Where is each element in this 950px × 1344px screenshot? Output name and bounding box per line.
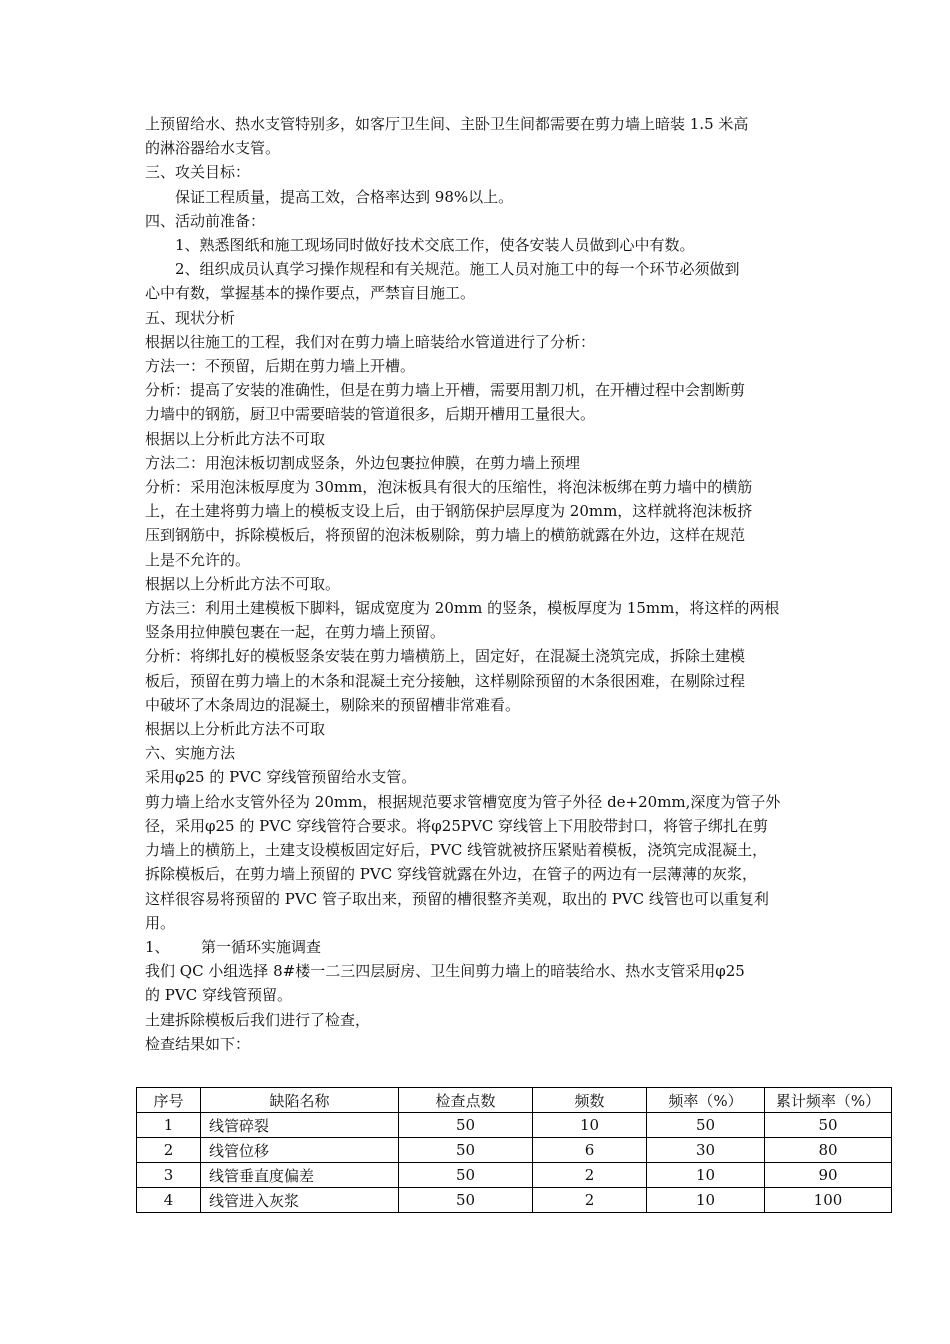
cell-defect-name: 线管位移 [201, 1138, 399, 1163]
cell-frequency: 10 [533, 1113, 647, 1138]
paragraph-line: 保证工程质量，提高工效，合格率达到 98%以上。 [175, 187, 514, 206]
paragraph-line: 上是不允许的。 [145, 550, 251, 569]
paragraph-line: 竖条用拉伸膜包裹在一起，在剪力墙上预留。 [145, 623, 446, 642]
survey-paragraph-list [145, 959, 825, 1056]
cell-defect-name: 线管垂直度偏差 [201, 1163, 399, 1188]
cell-frequency: 6 [533, 1138, 647, 1163]
paragraph-line: 五、现状分析 [145, 308, 236, 327]
paragraph-line: 检查结果如下： [145, 1034, 251, 1053]
table-row [137, 1163, 892, 1188]
inspection-results-table [136, 1087, 892, 1213]
paragraph-line: 分析：采用泡沫板厚度为 30mm，泡沫板具有很大的压缩性，将泡沫板绑在剪力墙中的横筋 [145, 478, 753, 497]
cell-check-points: 50 [399, 1138, 533, 1163]
cell-frequency: 2 [533, 1163, 647, 1188]
paragraph-line: 六、实施方法 [145, 744, 236, 763]
paragraph-line: 径，采用φ25 的 PVC 穿线管符合要求。将φ25PVC 穿线管上下用胶带封口，将管子绑扎在剪 [145, 816, 769, 835]
cell-check-points: 50 [399, 1188, 533, 1213]
paragraph-line: 2、组织成员认真学习操作规程和有关规范。施工人员对施工中的每一个环节必须做到 [175, 260, 740, 279]
cell-check-points: 50 [399, 1163, 533, 1188]
cell-cumulative-rate: 80 [765, 1138, 892, 1163]
paragraph-line: 方法二：用泡沫板切割成竖条，外边包裹拉伸膜，在剪力墙上预埋 [145, 453, 581, 472]
paragraph-line: 分析：将绑扎好的模板竖条安装在剪力墙横筋上，固定好，在混凝土浇筑完成，拆除土建模 [145, 647, 746, 666]
paragraph-line: 四、活动前准备： [145, 211, 266, 230]
header-seq: 序号 [137, 1088, 201, 1113]
cycle-title: 第一循环实施调查 [201, 937, 322, 956]
paragraph-line: 土建拆除模板后我们进行了检查， [145, 1010, 371, 1029]
paragraph-line: 方法三：利用土建模板下脚料，锯成宽度为 20mm 的竖条，模板厚度为 15mm，将这样的两根 [145, 599, 780, 618]
paragraph-line: 根据以往施工的工程，我们对在剪力墙上暗装给水管道进行了分析： [145, 332, 596, 351]
cell-rate: 10 [647, 1188, 765, 1213]
paragraph-line: 压到钢筋中，拆除模板后，将预留的泡沫板剔除，剪力墙上的横筋就露在外边，这样在规范 [145, 526, 746, 545]
paragraph-line: 三、攻关目标： [145, 163, 251, 182]
paragraph-line: 分析：提高了安装的准确性，但是在剪力墙上开槽，需要用割刀机，在开槽过程中会割断剪 [145, 381, 746, 400]
cell-check-points: 50 [399, 1113, 533, 1138]
cell-frequency: 2 [533, 1188, 647, 1213]
paragraph-line: 心中有数，掌握基本的操作要点，严禁盲目施工。 [145, 284, 476, 303]
paragraph-line: 上，在土建将剪力墙上的模板支设上后，由于钢筋保护层厚度为 20mm，这样就将泡沫板挤 [145, 502, 753, 521]
header-check-points: 检查点数 [399, 1088, 533, 1113]
cycle-heading [145, 935, 825, 959]
header-defect-name: 缺陷名称 [201, 1088, 399, 1113]
paragraph-line: 力墙上的横筋上，土建支设模板固定好后，PVC 线管就被挤压紧贴着模板，浇筑完成混凝土， [145, 841, 768, 860]
table-row [137, 1138, 892, 1163]
paragraph-line: 这样很容易将预留的 PVC 管子取出来，预留的槽很整齐美观，取出的 PVC 线管也可以重复利 [145, 889, 769, 908]
paragraph-line: 拆除模板后，在剪力墙上预留的 PVC 穿线管就露在外边，在管子的两边有一层薄薄的灰浆， [145, 865, 757, 884]
paragraph-line: 力墙中的钢筋，厨卫中需要暗装的管道很多，后期开槽用工量很大。 [145, 405, 596, 424]
paragraph-line: 采用φ25 的 PVC 穿线管预留给水支管。 [145, 768, 417, 787]
table-row [137, 1113, 892, 1138]
cell-seq: 3 [137, 1163, 201, 1188]
cell-cumulative-rate: 50 [765, 1113, 892, 1138]
paragraph-line: 板后，预留在剪力墙上的木条和混凝土充分接触，这样剔除预留的木条很困难，在剔除过程 [145, 671, 746, 690]
cell-seq: 2 [137, 1138, 201, 1163]
cell-rate: 10 [647, 1163, 765, 1188]
paragraph-list [145, 112, 825, 935]
paragraph-line: 上预留给水、热水支管特别多，如客厅卫生间、主卧卫生间都需要在剪力墙上暗装 1.5 米高 [145, 115, 749, 133]
cell-rate: 30 [647, 1138, 765, 1163]
paragraph-line: 我们 QC 小组选择 8#楼一二三四层厨房、卫生间剪力墙上的暗装给水、热水支管采用φ25 [145, 962, 745, 981]
paragraph-line: 根据以上分析此方法不可取 [145, 429, 326, 448]
paragraph-line: 剪力墙上给水支管外径为 20mm，根据规范要求管槽宽度为管子外径 de+20mm,深度为管子外 [145, 792, 781, 811]
cell-rate: 50 [647, 1113, 765, 1138]
document-body [145, 112, 825, 1056]
table-row [137, 1188, 892, 1213]
cell-seq: 1 [137, 1113, 201, 1138]
cycle-number: 1、 [145, 937, 170, 956]
header-rate: 频率（%） [647, 1088, 765, 1113]
paragraph-line: 根据以上分析此方法不可取。 [145, 574, 341, 593]
header-cumulative-rate: 累计频率（%） [765, 1088, 892, 1113]
header-frequency: 频数 [533, 1088, 647, 1113]
cell-defect-name: 线管进入灰浆 [201, 1188, 399, 1213]
paragraph-line: 方法一：不预留，后期在剪力墙上开槽。 [145, 357, 416, 376]
cell-cumulative-rate: 100 [765, 1188, 892, 1213]
cell-defect-name: 线管碎裂 [201, 1113, 399, 1138]
paragraph-line: 根据以上分析此方法不可取 [145, 720, 326, 739]
paragraph-line: 的 PVC 穿线管预留。 [145, 986, 292, 1005]
paragraph-line: 中破坏了木条周边的混凝土，剔除来的预留槽非常难看。 [145, 695, 521, 714]
cell-seq: 4 [137, 1188, 201, 1213]
cell-cumulative-rate: 90 [765, 1163, 892, 1188]
paragraph-line: 的淋浴器给水支管。 [145, 139, 281, 158]
paragraph-line: 1、熟悉图纸和施工现场同时做好技术交底工作，使各安装人员做到心中有数。 [175, 236, 695, 255]
paragraph-line: 用。 [145, 913, 176, 932]
table-header-row [137, 1088, 892, 1113]
